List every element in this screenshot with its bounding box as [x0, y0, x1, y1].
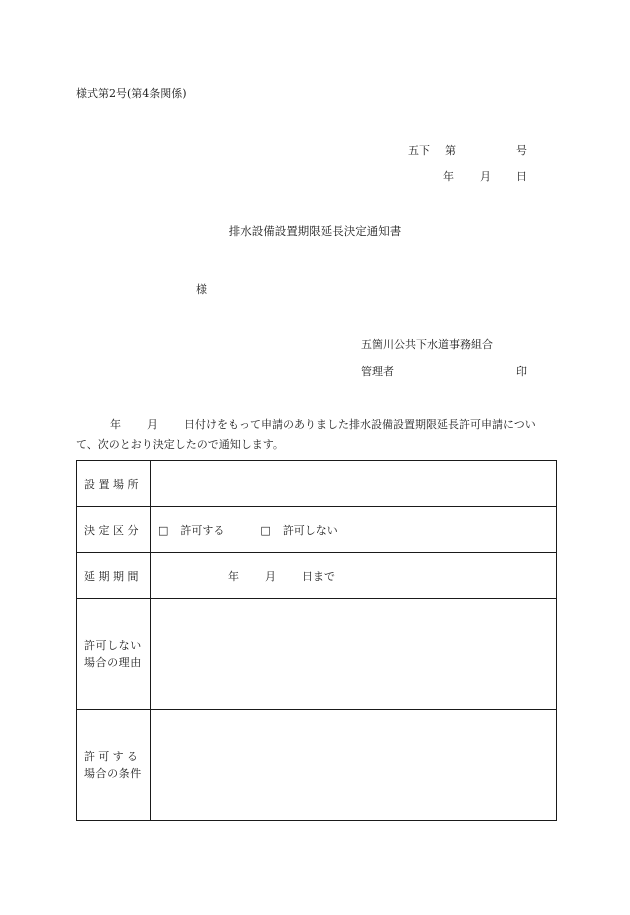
table-row-decision — [77, 507, 557, 553]
addressee-suffix: 様 — [196, 283, 207, 296]
decision-options — [151, 507, 557, 553]
deny-option-label: 許可しない — [282, 523, 338, 537]
date-month: 月 — [480, 170, 491, 183]
notice-body — [76, 415, 556, 455]
table-row-location — [77, 461, 557, 507]
condition-label-line2: 場合の条件 — [84, 767, 142, 780]
condition-value — [151, 710, 557, 821]
issuer-manager — [361, 363, 528, 377]
document-number-prefix: 五下 — [408, 144, 430, 157]
body-text: 日付けをもって申請のありました排水設備設置期限延長許可申請について、次のとおり決定したので通知します。 — [76, 418, 536, 451]
approve-option-label: 許可する — [180, 523, 225, 537]
location-label: 設置場所 — [77, 461, 151, 507]
deny-checkbox[interactable]: □ — [260, 523, 271, 537]
reason-label — [77, 599, 151, 710]
approve-checkbox[interactable]: □ — [158, 523, 169, 537]
table-row-reason — [77, 599, 557, 710]
period-year: 年 — [228, 569, 239, 583]
reason-label-line2: 場合の理由 — [84, 656, 142, 669]
date-year: 年 — [443, 170, 454, 183]
issuer-organization: 五箇川公共下水道事務組合 — [361, 338, 493, 351]
form-number: 様式第2号(第4条関係) — [76, 87, 187, 100]
table-row-condition — [77, 710, 557, 821]
location-value — [151, 461, 557, 507]
condition-label — [77, 710, 151, 821]
period-month: 月 — [265, 569, 276, 583]
period-label: 延期期間 — [77, 553, 151, 599]
document-number-go: 号 — [516, 144, 527, 157]
decision-table — [76, 460, 557, 821]
body-month: 月 — [147, 418, 158, 431]
manager-label: 管理者 — [361, 365, 394, 378]
reason-label-line1: 許可しない — [84, 639, 142, 652]
reason-value — [151, 599, 557, 710]
period-value — [151, 553, 557, 599]
period-until: 日まで — [302, 569, 335, 583]
document-title: 排水設備設置期限延長決定通知書 — [228, 224, 402, 238]
document-number-dai: 第 — [445, 144, 456, 157]
body-year: 年 — [110, 418, 121, 431]
table-row-period — [77, 553, 557, 599]
condition-label-line1: 許可する — [84, 750, 142, 763]
seal-mark: 印 — [516, 365, 527, 378]
document-date — [443, 168, 528, 182]
decision-label: 決定区分 — [77, 507, 151, 553]
document-number — [408, 142, 528, 156]
date-day: 日 — [516, 170, 527, 183]
